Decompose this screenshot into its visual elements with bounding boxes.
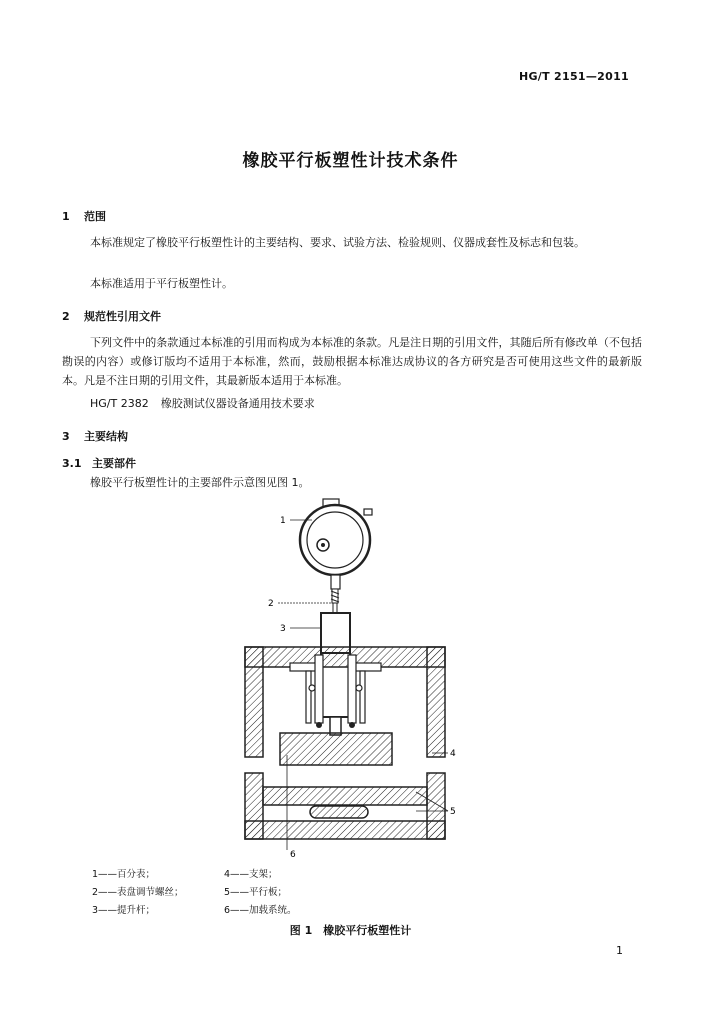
section-number: 3 bbox=[62, 430, 70, 443]
section-title: 范围 bbox=[84, 210, 106, 223]
subsection-number: 3.1 bbox=[62, 457, 82, 470]
callout-5: 5 bbox=[450, 807, 456, 817]
dial-adjusting-screw bbox=[331, 589, 339, 613]
subsection-3-1-paragraph: 橡胶平行板塑性计的主要部件示意图见图 1。 bbox=[90, 476, 310, 489]
plastometer-diagram bbox=[220, 495, 490, 865]
callout-3: 3 bbox=[280, 624, 286, 634]
section-2-paragraph-1 bbox=[62, 333, 642, 390]
legend-item-1: 1——百分表； bbox=[92, 869, 156, 880]
callout-1: 1 bbox=[280, 516, 286, 526]
section-number: 2 bbox=[62, 310, 70, 323]
legend-item-2: 2——表盘调节螺丝； bbox=[92, 887, 184, 898]
legend-item-4: 4——支架； bbox=[224, 869, 278, 880]
parallel-plates bbox=[263, 733, 427, 818]
normative-reference bbox=[90, 395, 315, 411]
callout-6: 6 bbox=[290, 850, 296, 860]
callout-2: 2 bbox=[268, 599, 274, 609]
section-title: 主要结构 bbox=[84, 430, 128, 443]
standard-code: HG/T 2151—2011 bbox=[518, 70, 629, 83]
paragraph-text: 下列文件中的条款通过本标准的引用而构成为本标准的条款。凡是注日期的引用文件，其随后所有修改单（不包括勘误的内容）或修订版均不适用于本标准，然而，鼓励根据本标准达成协议的各方研究是否可使用这些文件的最新版本。凡是不注日期的引用文件，其最新版本适用于本标准。 bbox=[62, 336, 642, 387]
reference-title: 橡胶测试仪器设备通用技术要求 bbox=[160, 397, 315, 410]
document-title: 橡胶平行板塑性计技术条件 bbox=[242, 151, 459, 171]
section-2-heading bbox=[62, 308, 161, 324]
subsection-title: 主要部件 bbox=[92, 457, 136, 470]
legend-item-6: 6——加载系统。 bbox=[224, 905, 297, 916]
figure-caption: 图 1 橡胶平行板塑性计 bbox=[289, 924, 412, 937]
legend-item-3: 3——提升杆； bbox=[92, 905, 156, 916]
legend-item-5: 5——平行板； bbox=[224, 887, 288, 898]
paragraph-text: 本标准规定了橡胶平行板塑性计的主要结构、要求、试验方法、检验规则、仪器成套性及标志和包装。 bbox=[90, 236, 585, 249]
subsection-3-1-heading bbox=[62, 455, 136, 471]
section-1-heading bbox=[62, 208, 106, 224]
dial-indicator bbox=[300, 499, 372, 589]
section-1-paragraph-2: 本标准适用于平行板塑性计。 bbox=[90, 277, 233, 290]
lifting-rod bbox=[321, 613, 350, 735]
page-number: 1 bbox=[616, 944, 623, 957]
reference-code: HG/T 2382 bbox=[90, 397, 149, 410]
callout-4: 4 bbox=[450, 749, 456, 759]
section-number: 1 bbox=[62, 210, 70, 223]
section-title: 规范性引用文件 bbox=[84, 310, 161, 323]
section-3-heading bbox=[62, 428, 128, 444]
section-1-paragraph-1 bbox=[62, 233, 642, 252]
